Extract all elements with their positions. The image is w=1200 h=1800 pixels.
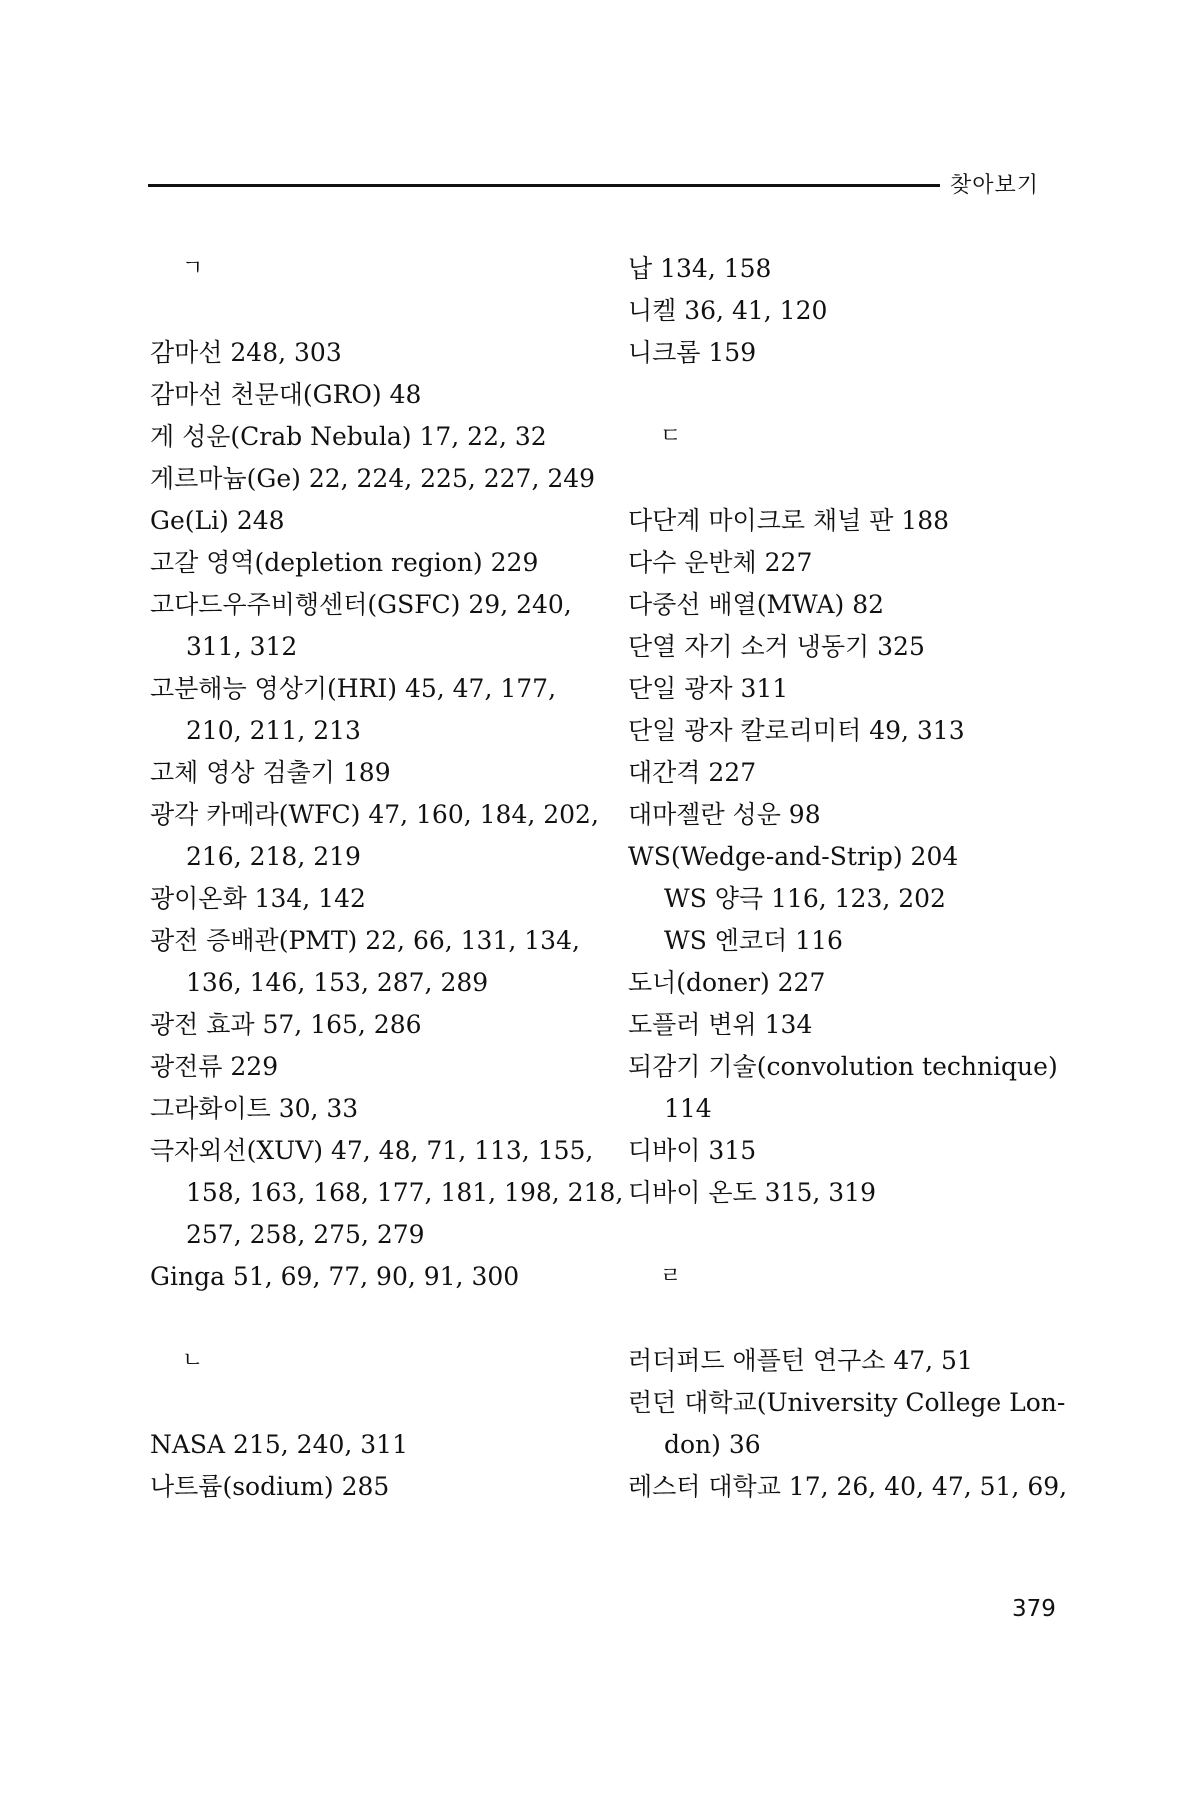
index-entry: 러더퍼드 애플턴 연구소 47, 51 [628,1346,973,1375]
index-entry-continuation: 257, 258, 275, 279 [186,1220,425,1249]
index-entry: 광전류 229 [150,1052,279,1081]
index-entry: 감마선 248, 303 [150,338,342,367]
index-entry: 도너(doner) 227 [628,968,826,997]
index-entry: 대마젤란 성운 98 [628,800,821,829]
index-entry-continuation: 311, 312 [186,632,298,661]
index-entry: WS(Wedge-and-Strip) 204 [628,842,959,871]
index-entry-continuation: 210, 211, 213 [186,716,361,745]
index-entry: 고갈 영역(depletion region) 229 [150,548,539,577]
index-entry: 극자외선(XUV) 47, 48, 71, 113, 155, [150,1136,594,1165]
index-entry: 니크롬 159 [628,338,757,367]
index-entry: 니켈 36, 41, 120 [628,296,828,325]
section-spacer [150,290,590,332]
index-entry: 대간격 227 [628,758,757,787]
section-spacer [628,1214,1068,1256]
section-letter: ㄴ [182,1348,204,1373]
index-entry: 다수 운반체 227 [628,548,813,577]
index-entry-continuation: 114 [664,1094,712,1123]
index-entry: 되감기 기술(convolution technique) [628,1052,1058,1081]
index-entry: 게르마늄(Ge) 22, 224, 225, 227, 249 [150,464,596,493]
index-entry: 고체 영상 검출기 189 [150,758,391,787]
section-letter: ㄱ [182,256,204,281]
section-letter: ㄷ [660,424,682,449]
section-spacer [150,1298,590,1340]
index-entry-continuation: WS 엔코더 116 [664,926,843,955]
section-spacer [628,458,1068,500]
index-entry: 감마선 천문대(GRO) 48 [150,380,422,409]
index-entry: 다단계 마이크로 채널 판 188 [628,506,950,535]
index-entry: Ginga 51, 69, 77, 90, 91, 300 [150,1262,520,1291]
running-header: 찾아보기 [950,173,1040,198]
index-entry: 나트륨(sodium) 285 [150,1472,390,1501]
header-rule [148,184,940,187]
index-entry-continuation: WS 양극 116, 123, 202 [664,884,946,913]
section-spacer [628,1298,1068,1340]
index-entry: 광이온화 134, 142 [150,884,366,913]
index-entry: 광전 증배관(PMT) 22, 66, 131, 134, [150,926,580,955]
index-entry: 고다드우주비행센터(GSFC) 29, 240, [150,590,572,619]
index-entry: 도플러 변위 134 [628,1010,813,1039]
index-entry-continuation: 136, 146, 153, 287, 289 [186,968,489,997]
index-entry: 레스터 대학교 17, 26, 40, 47, 51, 69, [628,1472,1068,1501]
index-entry: 단일 광자 311 [628,674,789,703]
index-entry-continuation: don) 36 [664,1430,761,1459]
index-entry: 고분해능 영상기(HRI) 45, 47, 177, [150,674,557,703]
index-entry: 다중선 배열(MWA) 82 [628,590,885,619]
index-entry-continuation: 158, 163, 168, 177, 181, 198, 218, [186,1178,624,1207]
index-entry: NASA 215, 240, 311 [150,1430,408,1459]
index-entry-continuation: 216, 218, 219 [186,842,361,871]
index-entry: Ge(Li) 248 [150,506,285,535]
index-entry: 광각 카메라(WFC) 47, 160, 184, 202, [150,800,599,829]
index-entry: 디바이 온도 315, 319 [628,1178,876,1207]
index-column-right [628,248,1068,1508]
section-letter: ㄹ [660,1264,682,1289]
index-entry: 광전 효과 57, 165, 286 [150,1010,422,1039]
page-number: 379 [1012,1596,1056,1622]
index-entry: 그라화이트 30, 33 [150,1094,359,1123]
index-entry: 디바이 315 [628,1136,757,1165]
index-entry: 게 성운(Crab Nebula) 17, 22, 32 [150,422,547,451]
index-entry: 납 134, 158 [628,254,772,283]
section-spacer [628,374,1068,416]
index-entry: 단열 자기 소거 냉동기 325 [628,632,925,661]
index-column-left [150,248,624,1508]
index-entry: 단일 광자 칼로리미터 49, 313 [628,716,965,745]
section-spacer [150,1382,590,1424]
index-entry: 런던 대학교(University College Lon- [628,1388,1066,1417]
